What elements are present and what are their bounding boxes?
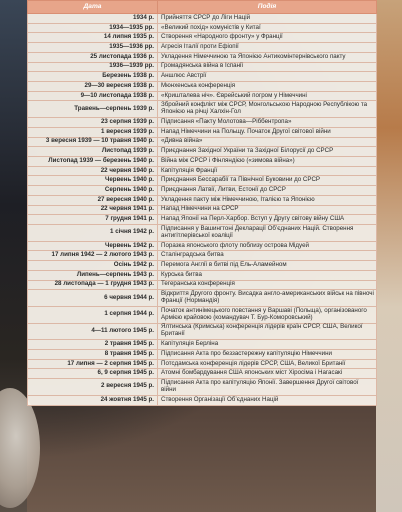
table-row: [28, 205, 377, 215]
table-row: [28, 359, 377, 369]
table-row: [28, 118, 377, 128]
cell-date: 1934 р.: [28, 14, 158, 24]
table-row: [28, 137, 377, 147]
table-row: [28, 340, 377, 350]
cell-event: Приєднання Латвії, Литви, Естонії до СРСР: [158, 186, 377, 196]
cell-event: «Кришталева ніч». Єврейський погром у Німеччині: [158, 91, 377, 101]
background-photo-right: [376, 0, 402, 512]
cell-event: «Дивна війна»: [158, 137, 377, 147]
cell-event: Напад Японії на Перл-Харбор. Вступ у Другу світову війну США: [158, 215, 377, 225]
table-row: [28, 251, 377, 261]
cell-date: 2 травня 1945 р.: [28, 340, 158, 350]
table-body: [28, 14, 377, 406]
cell-date: 29—30 вересня 1938 р.: [28, 82, 158, 92]
table-row: [28, 215, 377, 225]
table-row: [28, 62, 377, 72]
table-row: [28, 166, 377, 176]
cell-date: Серпень 1940 р.: [28, 186, 158, 196]
cell-date: 3 вересня 1939 — 10 травня 1940 р.: [28, 137, 158, 147]
cell-date: Осінь 1942 р.: [28, 261, 158, 271]
cell-date: 22 червня 1941 р.: [28, 205, 158, 215]
table-row: [28, 176, 377, 186]
table-row: [28, 91, 377, 101]
table-row: [28, 101, 377, 118]
cell-event: «Великий похід» комуністів у Китаї: [158, 23, 377, 33]
table-row: [28, 157, 377, 167]
table-row: [28, 323, 377, 340]
cell-date: Листопад 1939 — березень 1940 р.: [28, 157, 158, 167]
cell-event: Громадянська війна в Іспанії: [158, 62, 377, 72]
table-row: [28, 14, 377, 24]
table-row: [28, 127, 377, 137]
cell-date: 28 листопада — 1 грудня 1943 р.: [28, 280, 158, 290]
header-date: Дата: [28, 1, 158, 14]
cell-date: Березень 1938 р.: [28, 72, 158, 82]
cell-event: Перемога Англії в битві під Ель-Аламейном: [158, 261, 377, 271]
table-header-row: [28, 1, 377, 14]
cell-event: Відкриття Другого фронту. Висадка англо-американських військ на півночі Франції (Нормандія): [158, 290, 377, 307]
cell-event: Підписання Акта про беззастережну капітуляцію Німеччини: [158, 349, 377, 359]
header-event: Подія: [158, 1, 377, 14]
cell-date: 23 серпня 1939 р.: [28, 118, 158, 128]
cell-date: 6, 9 серпня 1945 р.: [28, 369, 158, 379]
cell-event: Курська битва: [158, 270, 377, 280]
cell-event: Агресія Італії проти Ефіопії: [158, 43, 377, 53]
cell-date: 1935—1936 рр.: [28, 43, 158, 53]
cell-event: Прийняття СРСР до Ліги Націй: [158, 14, 377, 24]
table-row: [28, 186, 377, 196]
cell-event: Мюнхенська конференція: [158, 82, 377, 92]
cell-date: Листопад 1939 р.: [28, 147, 158, 157]
cell-date: 27 вересня 1940 р.: [28, 195, 158, 205]
cell-event: Аншлюс Австрії: [158, 72, 377, 82]
table-row: [28, 23, 377, 33]
cell-event: Атомні бомбардування США японських міст Хіросіма і Нагасакі: [158, 369, 377, 379]
cell-date: Червень 1940 р.: [28, 176, 158, 186]
table-row: [28, 261, 377, 271]
table-row: [28, 195, 377, 205]
cell-event: Напад Німеччини на Польщу. Початок Другої світової війни: [158, 127, 377, 137]
cell-date: Червень 1942 р.: [28, 241, 158, 251]
cell-event: Підписання Акта про капітуляцію Японії. Завершення Другої світової війни: [158, 379, 377, 396]
cell-date: 9—10 листопада 1938 р.: [28, 91, 158, 101]
table-row: [28, 33, 377, 43]
cell-event: Поразка японського флоту поблизу острова Мідуей: [158, 241, 377, 251]
table-row: [28, 72, 377, 82]
cell-date: 25 листопада 1936 р.: [28, 52, 158, 62]
cell-event: Потсдамська конференція лідерів СРСР, США, Великої Британії: [158, 359, 377, 369]
table-row: [28, 52, 377, 62]
cell-date: 1936—1939 рр.: [28, 62, 158, 72]
cell-event: Створення Організації Об’єднаних Націй: [158, 395, 377, 405]
cell-date: 22 червня 1940 р.: [28, 166, 158, 176]
cell-event: Збройний конфлікт між СРСР, Монгольською Народною Республікою та Японією на річці Халхін-Гол: [158, 101, 377, 118]
table-row: [28, 280, 377, 290]
table-row: [28, 225, 377, 242]
cell-event: Укладення пакту між Німеччиною, Італією та Японією: [158, 195, 377, 205]
cell-event: Укладення Німеччиною та Японією Антикомінтернівського пакту: [158, 52, 377, 62]
cell-date: 24 жовтня 1945 р.: [28, 395, 158, 405]
cell-event: Приєднання Західної України та Західної Білорусії до СРСР: [158, 147, 377, 157]
table-row: [28, 82, 377, 92]
cell-date: 14 липня 1935 р.: [28, 33, 158, 43]
cell-event: Ялтинська (Кримська) конференція лідерів країн СРСР, США, Великої Британії: [158, 323, 377, 340]
cell-date: Травень—серпень 1939 р.: [28, 101, 158, 118]
cell-event: Створення «Народного фронту» у Франції: [158, 33, 377, 43]
cell-event: Приєднання Бессарабії та Північної Буковини до СРСР: [158, 176, 377, 186]
cell-date: 7 грудня 1941 р.: [28, 215, 158, 225]
chronology-table: [27, 0, 377, 406]
table-row: [28, 369, 377, 379]
table-row: [28, 43, 377, 53]
cell-date: Липень—серпень 1943 р.: [28, 270, 158, 280]
cell-date: 1 серпня 1944 р.: [28, 306, 158, 323]
cell-date: 17 липня — 2 серпня 1945 р.: [28, 359, 158, 369]
table-row: [28, 147, 377, 157]
cell-event: Напад Німеччини на СРСР: [158, 205, 377, 215]
table-row: [28, 270, 377, 280]
cell-date: 4—11 лютого 1945 р.: [28, 323, 158, 340]
table-row: [28, 241, 377, 251]
table-row: [28, 395, 377, 405]
table-row: [28, 379, 377, 396]
background-shell-image: [0, 388, 40, 508]
cell-event: Початок антинімецького повстання у Варшаві (Польща), організованого Армією крайовою (командувач Т. Бур-Коморовський): [158, 306, 377, 323]
cell-event: Підписання у Вашингтоні Декларації Об’єднаних Націй. Створення антигітлерівської коаліції: [158, 225, 377, 242]
table-row: [28, 290, 377, 307]
cell-date: 1 січня 1942 р.: [28, 225, 158, 242]
table-row: [28, 306, 377, 323]
cell-date: 1 вересня 1939 р.: [28, 127, 158, 137]
table-row: [28, 349, 377, 359]
cell-date: 1934—1935 рр.: [28, 23, 158, 33]
cell-event: Війна між СРСР і Фінляндією («зимова війна»): [158, 157, 377, 167]
cell-event: Тегеранська конференція: [158, 280, 377, 290]
cell-date: 17 липня 1942 — 2 лютого 1943 р.: [28, 251, 158, 261]
cell-date: 6 червня 1944 р.: [28, 290, 158, 307]
cell-event: Підписання «Пакту Молотова—Ріббентропа»: [158, 118, 377, 128]
cell-event: Капітуляція Берліна: [158, 340, 377, 350]
cell-event: Сталінградська битва: [158, 251, 377, 261]
cell-date: 2 вересня 1945 р.: [28, 379, 158, 396]
cell-event: Капітуляція Франції: [158, 166, 377, 176]
cell-date: 8 травня 1945 р.: [28, 349, 158, 359]
